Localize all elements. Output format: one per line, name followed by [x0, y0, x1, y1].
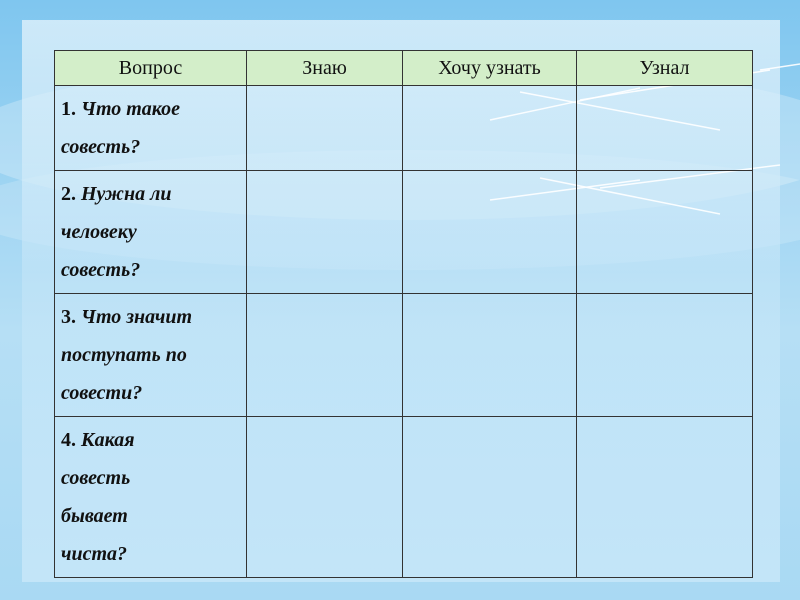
question-cell: [55, 417, 247, 578]
question-text-line: Какая: [81, 429, 135, 451]
question-text-line: совесть?: [61, 136, 141, 158]
know-cell[interactable]: [247, 294, 403, 417]
table-row: [55, 417, 753, 578]
kwl-table-container: [54, 50, 752, 565]
column-header-know: Знаю: [247, 51, 403, 86]
table-row: [55, 171, 753, 294]
know-cell[interactable]: [247, 86, 403, 171]
question-number: 1.: [61, 98, 76, 120]
kwl-table: [54, 50, 753, 578]
learned-cell[interactable]: [577, 417, 753, 578]
question-text-line: совести?: [61, 382, 143, 404]
question-text-line: чиста?: [61, 543, 128, 565]
know-cell[interactable]: [247, 417, 403, 578]
question-text-line: бывает: [61, 505, 128, 527]
question-cell: [55, 171, 247, 294]
column-header-question: Вопрос: [55, 51, 247, 86]
question-cell: [55, 86, 247, 171]
want-to-know-cell[interactable]: [403, 417, 577, 578]
question-text-line: совесть: [61, 467, 131, 489]
know-cell[interactable]: [247, 171, 403, 294]
table-header-row: [55, 51, 753, 86]
question-number: 2.: [61, 183, 76, 205]
question-text-line: Нужна ли: [81, 183, 172, 205]
want-to-know-cell[interactable]: [403, 171, 577, 294]
column-header-want-to-know: Хочу узнать: [403, 51, 577, 86]
question-text-line: поступать по: [61, 344, 187, 366]
table-row: [55, 294, 753, 417]
question-number: 3.: [61, 306, 76, 328]
question-text-line: Что такое: [81, 98, 181, 120]
want-to-know-cell[interactable]: [403, 86, 577, 171]
question-text-line: совесть?: [61, 259, 141, 281]
question-number: 4.: [61, 429, 76, 451]
question-text-line: Что значит: [81, 306, 193, 328]
table-row: [55, 86, 753, 171]
want-to-know-cell[interactable]: [403, 294, 577, 417]
question-cell: [55, 294, 247, 417]
question-text-line: человеку: [61, 221, 137, 243]
learned-cell[interactable]: [577, 86, 753, 171]
learned-cell[interactable]: [577, 294, 753, 417]
learned-cell[interactable]: [577, 171, 753, 294]
column-header-learned: Узнал: [577, 51, 753, 86]
